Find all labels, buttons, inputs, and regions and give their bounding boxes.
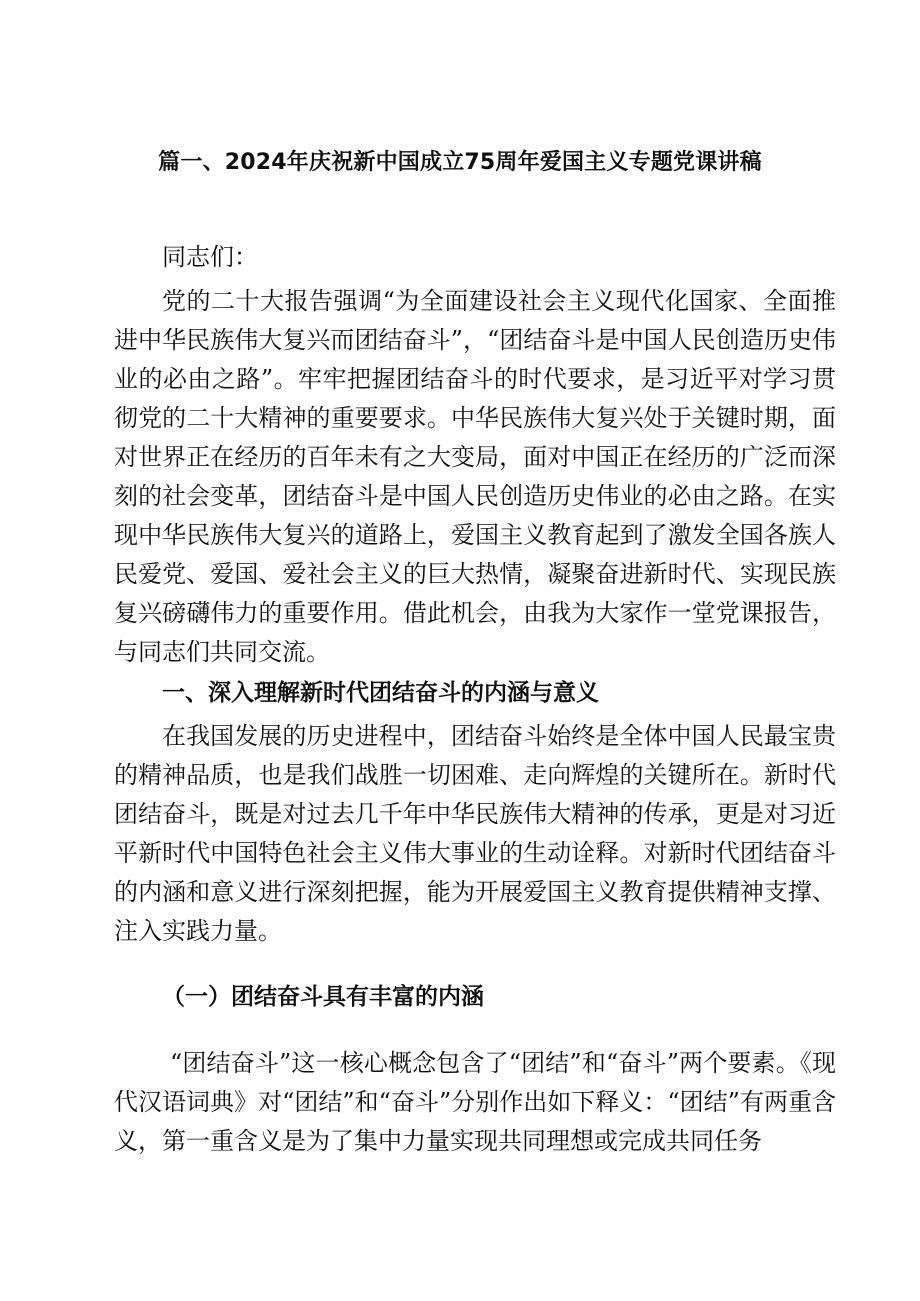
subsection-heading-1: （一）团结奋斗具有丰富的内涵 [162, 983, 484, 1010]
document-title: 篇一、2024年庆祝新中国成立75周年爱国主义专题党课讲稿 [158, 150, 762, 175]
greeting: 同志们： [162, 243, 258, 271]
paragraph-intro: 党的二十大报告强调“为全面建设社会主义现代化国家、全面推进中华民族伟大复兴而团结奋斗”，“团结奋斗是中国人民创造历史伟业的必由之路”。牢牢把握团结奋斗的时代要求，是习近平对学习贯彻党的二十大精神的重要要求。中华民族伟大复兴处于关键时期，面对世界正在经历的百年未有之大变局，面对中国正在经历的广泛而深刻的社会变革，团结奋斗是中国人民创造历史伟业的必由之路。在实现中华民族伟大复兴的道路上，爱国主义教育起到了激发全国各族人民爱党、爱国、爱社会主义的巨大热情，凝聚奋进新时代、实现民族复兴磅礴伟力的重要作用。借此机会，由我为大家作一堂党课报告，与同志们共同交流。 [114, 287, 836, 666]
paragraph-section-1: 在我国发展的历史进程中，团结奋斗始终是全体中国人民最宝贵的精神品质，也是我们战胜一切困难、走向辉煌的关键所在。新时代团结奋斗，既是对过去几千年中华民族伟大精神的传承，更是对习近平新时代中国特色社会主义伟大事业的生动诠释。对新时代团结奋斗的内涵和意义进行深刻把握，能为开展爱国主义教育提供精神支撑、注入实践力量。 [114, 722, 836, 945]
paragraph-subsection-1: “团结奋斗”这一核心概念包含了“团结”和“奋斗”两个要素。《现代汉语词典》对“团结”和“奋斗”分别作出如下释义：“团结”有两重含义，第一重含义是为了集中力量实现共同理想或完成共同任务 [114, 1049, 836, 1155]
section-heading-1: 一、深入理解新时代团结奋斗的内涵与意义 [162, 680, 599, 706]
